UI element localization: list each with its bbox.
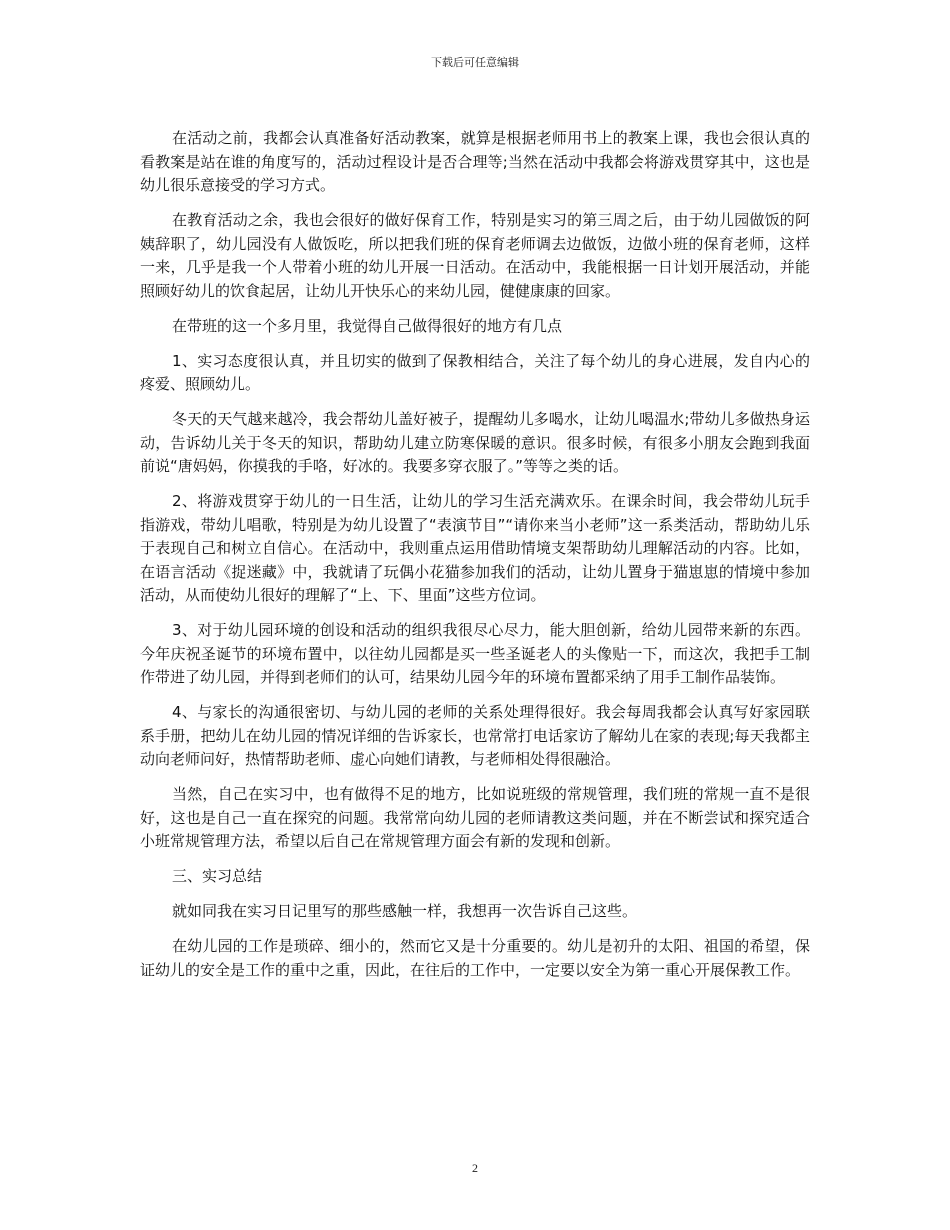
paragraph: 在教育活动之余，我也会很好的做好保育工作，特别是实习的第三周之后，由于幼儿园做饭的阿姨辞职了，幼儿园没有人做饭吃，所以把我们班的保育老师调去边做饭，边做小班的保育老师，这样一来，几乎是我一个人带着小班的幼儿开展一日活动。在活动中，我能根据一日计划开展活动，并能照顾好幼儿的饮食起居，让幼儿开快乐心的来幼儿园，健健康康的回家。 — [140, 211, 810, 300]
paragraph: 冬天的天气越来越冷，我会帮幼儿盖好被子，提醒幼儿多喝水，让幼儿喝温水;带幼儿多做热身运动，告诉幼儿关于冬天的知识，帮助幼儿建立防寒保暖的意识。很多时候，有很多小朋友会跑到我面前说“唐妈妈，你摸我的手咯，好冰的。我要多穿衣服了。”等等之类的话。 — [140, 410, 810, 475]
paragraph: 1、实习态度很认真，并且切实的做到了保教相结合，关注了每个幼儿的身心进展，发自内心的疼爱、照顾幼儿。 — [140, 351, 810, 393]
paragraph: 3、对于幼儿园环境的创设和活动的组织我很尽心尽力，能大胆创新，给幼儿园带来新的东西。今年庆祝圣诞节的环境布置中，以往幼儿园都是买一些圣诞老人的头像贴一下，而这次，我把手工制作带进了幼儿园，并得到老师们的认可，结果幼儿园今年的环境布置都采纳了用手工制作品装饰。 — [140, 621, 810, 686]
page-number: 2 — [472, 1161, 478, 1175]
section-heading: 三、实习总结 — [172, 867, 263, 885]
paragraph: 4、与家长的沟通很密切、与幼儿园的老师的关系处理得很好。我会每周我都会认真写好家园联系手册，把幼儿在幼儿园的情况详细的告诉家长，也常常打电话家访了解幼儿在家的表现;每天我都主动向老师问好，热情帮助老师、虚心向她们请教，与老师相处得很融洽。 — [140, 703, 810, 768]
page-header: 下载后可任意编辑 — [431, 56, 519, 69]
paragraph: 在幼儿园的工作是琐碎、细小的，然而它又是十分重要的。幼儿是初升的太阳、祖国的希望，保证幼儿的安全是工作的重中之重，因此，在往后的工作中，一定要以安全为第一重心开展保教工作。 — [140, 937, 810, 979]
document-body — [140, 127, 810, 994]
paragraph: 在带班的这一个多月里，我觉得自己做得很好的地方有几点 — [172, 316, 563, 335]
paragraph: 当然，自己在实习中，也有做得不足的地方，比如说班级的常规管理，我们班的常规一直不是很好，这也是自己一直在探究的问题。我常常向幼儿园的老师请教这类问题，并在不断尝试和探究适合小班常规管理方法，希望以后自己在常规管理方面会有新的发现和创新。 — [140, 785, 810, 850]
paragraph: 在活动之前，我都会认真准备好活动教案，就算是根据老师用书上的教案上课，我也会很认真的看教案是站在谁的角度写的，活动过程设计是否合理等;当然在活动中我都会将游戏贯穿其中，这也是幼儿很乐意接受的学习方式。 — [140, 129, 810, 194]
paragraph: 2、将游戏贯穿于幼儿的一日生活，让幼儿的学习生活充满欢乐。在课余时间，我会带幼儿玩手指游戏，带幼儿唱歌，特别是为幼儿设置了“表演节目”“请你来当小老师”这一系类活动，帮助幼儿乐于表现自己和树立自信心。在活动中，我则重点运用借助情境支架帮助幼儿理解活动的内容。比如，在语言活动《捉迷藏》中，我就请了玩偶小花猫参加我们的活动，让幼儿置身于猫崽崽的情境中参加活动，从而使幼儿很好的理解了“上、下、里面”这些方位词。 — [140, 492, 810, 604]
paragraph: 就如同我在实习日记里写的那些感触一样，我想再一次告诉自己这些。 — [172, 902, 638, 920]
